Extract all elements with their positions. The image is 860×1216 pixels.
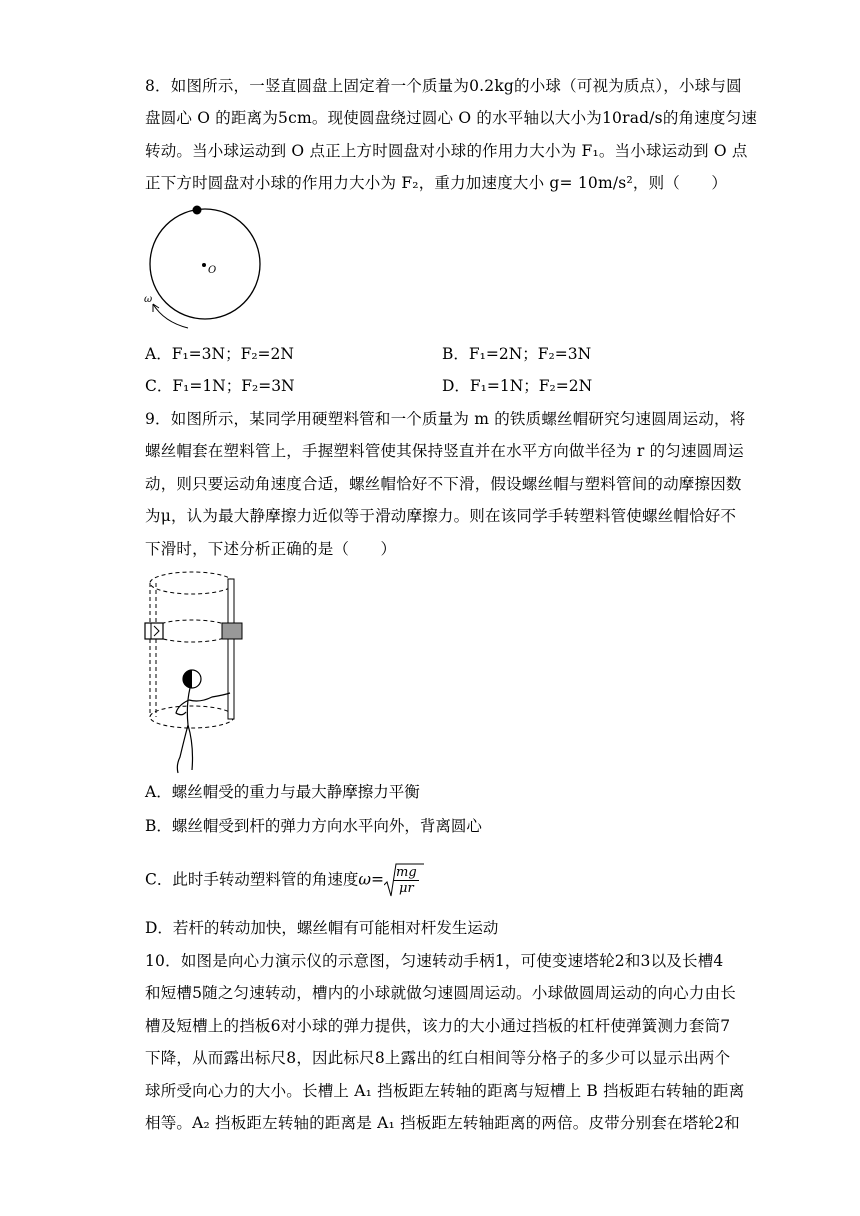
omega-label: ω	[144, 294, 153, 305]
q8-option-a: A．F₁=3N；F₂=2N	[145, 345, 294, 363]
center-label: O	[208, 265, 217, 276]
q8-option-b: B．F₁=2N；F₂=3N	[442, 345, 592, 363]
q8-line-1: 8．如图所示，一竖直圆盘上固定着一个质量为0.2kg的小球（可视为质点），小球与圆	[145, 77, 742, 95]
q10-line-4: 下降，从而露出标尺8，因此标尺8上露出的红白相间等分格子的多少可以显示出两个	[145, 1049, 731, 1067]
q9-line-2: 螺丝帽套在塑料管上，手握塑料管使其保持竖直并在水平方向做半径为 r 的匀速圆周运	[145, 442, 744, 460]
center-dot	[202, 263, 206, 267]
q8-option-d: D．F₁=1N；F₂=2N	[442, 377, 593, 395]
q10-line-3: 槽及短槽上的挡板6对小球的弹力提供，该力的大小通过挡板的杠杆使弹簧测力套筒7	[145, 1017, 731, 1035]
bottom-orbit-ellipse	[150, 706, 234, 728]
equals-sign: =	[371, 870, 385, 889]
q9-line-1: 9．如图所示，某同学用硬塑料管和一个质量为 m 的铁质螺丝帽研究匀速圆周运动，将	[145, 410, 746, 428]
q9-line-5: 下滑时，下述分析正确的是（ ）	[145, 540, 397, 558]
q9-option-c	[145, 865, 419, 896]
omega-symbol: ω	[358, 870, 372, 889]
q8-option-c: C．F₁=1N；F₂=3N	[145, 377, 295, 395]
fraction-denominator: μr	[399, 881, 414, 896]
q8-line-3: 转动。当小球运动到 O 点正上方时圆盘对小球的作用力大小为 F₁。当小球运动到 O 点	[145, 142, 748, 160]
q9-line-4: 为μ，认为最大静摩擦力近似等于滑动摩擦力。则在该同学手转塑料管使螺丝帽恰好不	[145, 507, 737, 525]
q10-line-5: 球所受向心力的大小。长槽上 A₁ 挡板距左转轴的距离与短槽上 B 挡板距右转轴的距离	[145, 1082, 745, 1100]
q8-line-4: 正下方时圆盘对小球的作用力大小为 F₂，重力加速度大小 g= 10m/s²，则（ ）	[145, 174, 728, 192]
q10-line-6: 相等。A₂ 挡板距左转轴的距离是 A₁ 挡板距左转轴距离的两倍。皮带分别套在塔轮2和	[145, 1114, 740, 1132]
sqrt-expression	[384, 865, 419, 896]
fraction-numerator: mg	[396, 865, 417, 880]
q9-option-c-text: C．此时手转动塑料管的角速度	[145, 870, 359, 889]
q8-line-2: 盘圆心 O 的距离为5cm。现使圆盘绕过圆心 O 的水平轴以大小为10rad/s的角速度匀速	[145, 109, 758, 127]
q10-line-2: 和短槽5随之匀速转动，槽内的小球就做匀速圆周运动。小球做圆周运动的向心力由长	[145, 984, 736, 1002]
person-arm	[189, 693, 230, 701]
q10-line-1: 10．如图是向心力演示仪的示意图，匀速转动手柄1，可使变速塔轮2和3以及长槽4	[145, 952, 724, 970]
q9-line-3: 动，则只要运动角速度合适，螺丝帽恰好不下滑，假设螺丝帽与塑料管间的动摩擦因数	[145, 475, 742, 493]
ball-dot	[193, 206, 202, 215]
q9-option-d: D．若杆的转动加快，螺丝帽有可能相对杆发生运动	[145, 919, 499, 937]
tube-figure	[140, 565, 255, 780]
nut-right	[222, 623, 242, 639]
nut-left	[145, 623, 163, 639]
top-orbit-ellipse	[150, 572, 234, 594]
q9-option-b: B．螺丝帽受到杆的弹力方向水平向外，背离圆心	[145, 817, 482, 835]
disc-figure	[140, 200, 270, 335]
plastic-tube	[228, 579, 234, 719]
q9-option-a: A．螺丝帽受的重力与最大静摩擦力平衡	[145, 783, 420, 801]
